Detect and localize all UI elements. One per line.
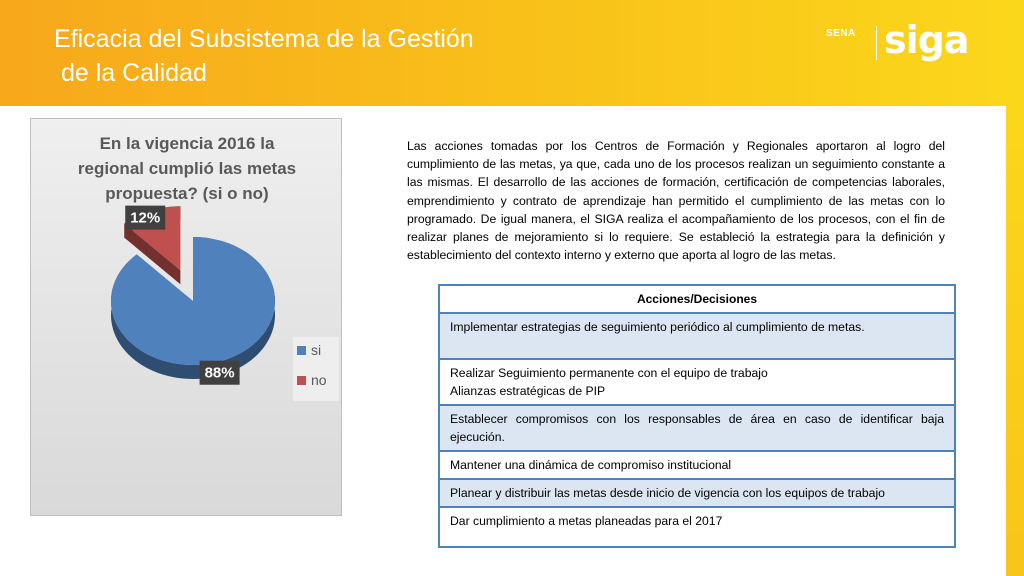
data-label-no bbox=[125, 206, 165, 230]
table-cell-text-line-2: Alianzas estratégicas de PIP bbox=[450, 384, 606, 398]
page-title bbox=[54, 22, 574, 90]
table-row bbox=[439, 405, 955, 451]
actions-table bbox=[438, 284, 956, 548]
table-cell bbox=[439, 359, 955, 405]
chart-title-line-1: En la vigencia 2016 la bbox=[99, 134, 275, 153]
table-cell-text: Mantener una dinámica de compromiso institucional bbox=[450, 458, 732, 472]
data-label-text: 88% bbox=[204, 364, 235, 382]
right-accent-strip bbox=[1006, 106, 1024, 576]
table-cell bbox=[439, 313, 955, 359]
table-cell-text: Implementar estrategias de seguimiento periódico al cumplimiento de metas. bbox=[450, 320, 865, 334]
table-row bbox=[439, 313, 955, 359]
page-title-line-1: Eficacia del Subsistema de la Gestión bbox=[54, 25, 474, 53]
table-cell bbox=[439, 405, 955, 451]
chart-title-line-2: regional cumplió las metas bbox=[77, 159, 297, 178]
table-cell bbox=[439, 479, 955, 507]
pie-chart-panel bbox=[30, 118, 342, 516]
logo-divider bbox=[876, 26, 877, 60]
table-cell bbox=[439, 507, 955, 547]
sena-siga-logo bbox=[826, 18, 971, 70]
pie-slice-si bbox=[111, 237, 275, 379]
table-row bbox=[439, 359, 955, 405]
description-paragraph: Las acciones tomadas por los Centros de Formación y Regionales aportaron al logro del cumplimiento de las metas, ya que, cada uno de los procesos realizan un seguimiento constante a las mismas. El desarrollo de las acciones de formación, certificación de competencias laborales, emprendimiento y contrato de aprendizaje han permitido el cumplimiento de las metas con lo programado. De igual manera, el SIGA realiza el acompañamiento de los procesos, con el fin de realizar planes de mejoramiento si lo requiere. Se estableció la estrategia para la definición y establecimiento del contexto interno y externo que aporta al logro de las metas. bbox=[407, 139, 945, 263]
table-cell-text: Planear y distribuir las metas desde inicio de vigencia con los equipos de trabajo bbox=[450, 486, 885, 500]
table-row bbox=[439, 507, 955, 547]
table-cell bbox=[439, 451, 955, 479]
table-cell-text: Establecer compromisos con los responsables de área en caso de identificar baja ejecución. bbox=[450, 412, 944, 444]
table-cell-text: Realizar Seguimiento permanente con el equipo de trabajo bbox=[450, 366, 768, 380]
table-row bbox=[439, 479, 955, 507]
siga-logo-text: siga bbox=[884, 18, 969, 62]
chart-title-line-3: propuesta? (si o no) bbox=[105, 184, 269, 203]
legend-swatch-si bbox=[297, 346, 306, 355]
data-label-text: 12% bbox=[130, 209, 161, 227]
chart-legend bbox=[293, 337, 339, 401]
table-header: Acciones/Decisiones bbox=[439, 285, 955, 313]
pie-chart bbox=[31, 119, 343, 517]
pie-slice-top bbox=[111, 237, 275, 365]
legend-swatch-no bbox=[297, 376, 306, 385]
table-row bbox=[439, 451, 955, 479]
sena-logo-text: SENA bbox=[826, 28, 856, 39]
header-bar bbox=[0, 0, 1024, 106]
table-cell-text: Dar cumplimiento a metas planeadas para el 2017 bbox=[450, 514, 723, 528]
legend-label-no: no bbox=[311, 372, 327, 388]
legend-label-si: si bbox=[311, 342, 322, 358]
page-title-line-2: de la Calidad bbox=[54, 59, 207, 87]
data-label-si bbox=[200, 361, 240, 385]
